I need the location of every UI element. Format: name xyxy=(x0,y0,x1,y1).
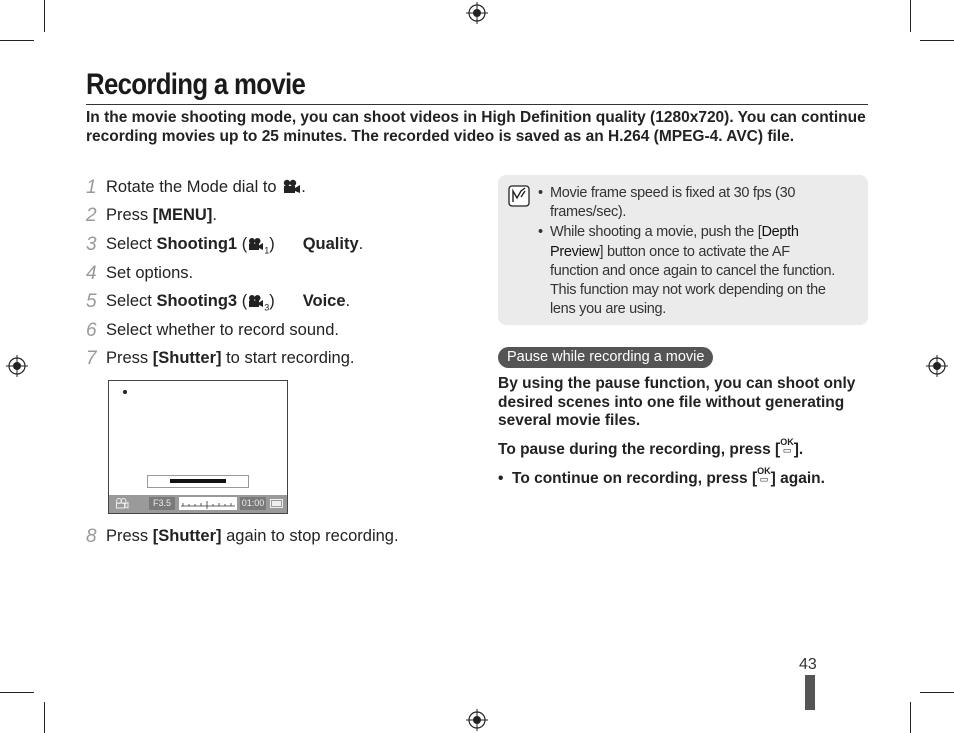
crop-mark xyxy=(920,692,954,693)
step-5: 5 Select Shooting3 ( $_3$) Voice. xyxy=(86,291,351,313)
pause-description: By using the pause function, you can shoot only desired scenes into one file without generating several movie files. xyxy=(498,375,856,429)
step-text: Rotate the Mode dial to xyxy=(106,178,277,196)
crop-mark xyxy=(0,40,34,41)
registration-mark-icon xyxy=(926,355,948,377)
registration-mark-icon xyxy=(6,355,28,377)
continue-bullet: • To continue on recording, press [OK ▭ ] again. xyxy=(498,466,825,487)
crop-mark xyxy=(920,40,954,41)
step-4: 4 Set options. xyxy=(86,263,194,284)
page-title: Recording a movie xyxy=(86,68,306,101)
ok-button-icon: OK ▭ xyxy=(757,466,771,484)
shutter-button-ref: [Shutter] xyxy=(152,527,222,545)
crop-mark xyxy=(0,692,34,693)
step-1: 1 Rotate the Mode dial to . xyxy=(86,177,306,198)
recording-progress-fill xyxy=(170,479,226,483)
recording-dot xyxy=(123,390,127,394)
movie-camera-icon xyxy=(247,237,264,251)
step-number: 1 xyxy=(86,177,97,198)
intro-paragraph: In the movie shooting mode, you can shoot videos in High Definition quality (1280x720). You can continue recording movies up to 25 minutes. The recorded video is saved as an H.264 (MPEG-4. AVC) file. xyxy=(86,109,866,145)
note-item: • While shooting a movie, push the [Depth Preview] button once to activate the AF function and once again to cancel the function. This function may not work depending on the lens you are using. xyxy=(538,223,838,319)
step-2: 2 Press [MENU]. xyxy=(86,205,217,226)
shutter-button-ref: [Shutter] xyxy=(152,349,222,367)
step-8: 8 Press [Shutter] again to stop recording. xyxy=(86,526,399,547)
page-tab-marker xyxy=(805,675,815,710)
exposure-scale xyxy=(179,497,237,510)
step-6: 6 Select whether to record sound. xyxy=(86,320,339,341)
movie-camera-icon xyxy=(281,179,301,194)
note-pencil-icon xyxy=(508,185,530,207)
record-time: 01:00 xyxy=(241,498,265,508)
registration-mark-icon xyxy=(466,2,488,24)
section-heading-pill: Pause while recording a movie xyxy=(498,347,713,368)
screen-status-bar xyxy=(109,495,287,513)
note-list xyxy=(538,184,838,320)
movie-camera-icon xyxy=(247,294,264,308)
crop-mark xyxy=(910,0,911,32)
aperture-value: F3.5 xyxy=(149,497,175,510)
crop-mark xyxy=(44,0,45,32)
movie-mode-icon xyxy=(115,498,129,509)
title-rule xyxy=(86,104,868,105)
registration-mark-icon xyxy=(466,709,488,731)
ok-button-icon: OK ▭ xyxy=(780,437,794,455)
crop-mark xyxy=(910,702,911,733)
page-number: 43 xyxy=(799,656,817,673)
crop-mark xyxy=(44,702,45,733)
note-item: • Movie frame speed is fixed at 30 fps (30 frames/sec). xyxy=(538,184,838,222)
step-3: 3 Select Shooting1 ( $_1$) Quality. xyxy=(86,234,364,256)
camera-screen-illustration xyxy=(108,380,288,514)
battery-icon xyxy=(270,499,283,508)
menu-button-ref: [MENU] xyxy=(152,206,213,224)
pause-instruction: To pause during the recording, press [OK ▭ ]. xyxy=(498,437,804,458)
step-7: 7 Press [Shutter] to start recording. xyxy=(86,348,355,369)
recording-progress-bar xyxy=(147,475,249,488)
